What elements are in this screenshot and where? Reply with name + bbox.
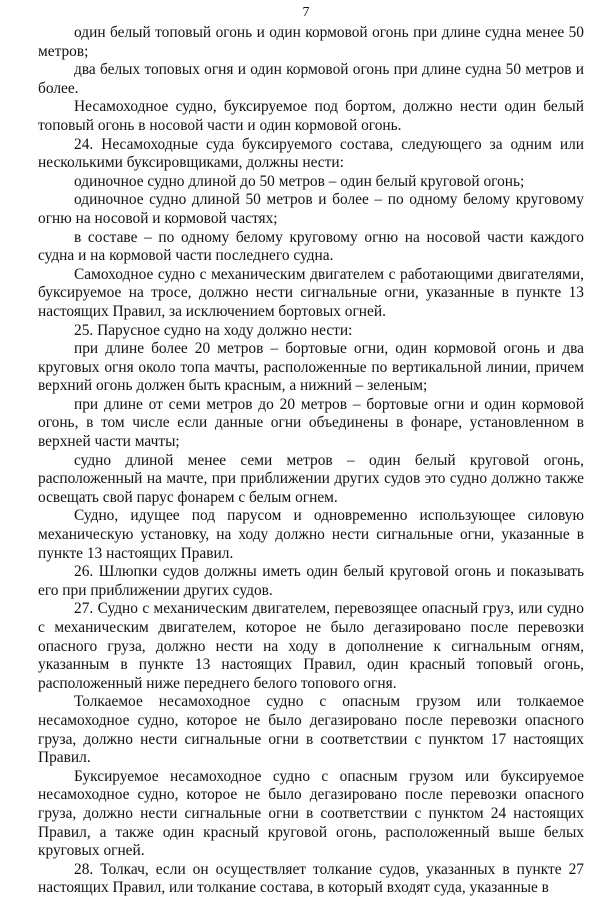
paragraph: 28. Толкач, если он осуществляет толкание судов, указанных в пункте 27 настоящих Правил, или толкание состава, в который входят суда, указанные в <box>38 860 584 897</box>
document-body <box>38 24 584 898</box>
paragraph: при длине более 20 метров – бортовые огни, один кормовой огонь и два круговых огня около топа мачты, расположенные по вертикальной линии, причем верхний огонь должен быть красным, а нижний – зеленым; <box>38 340 584 395</box>
paragraph: при длине от семи метров до 20 метров – бортовые огни и один кормовой огонь, в том числе если данные огни объединены в фонаре, установленном в верхней части мачты; <box>38 395 584 451</box>
paragraph: один белый топовый огонь и один кормовой огонь при длине судна менее 50 метров; <box>38 24 584 60</box>
paragraph: два белых топовых огня и один кормовой огонь при длине судна 50 метров и более. <box>38 61 584 97</box>
paragraph: в составе – по одному белому круговому огню на носовой части каждого судна и на кормовой части последнего судна. <box>38 228 584 265</box>
paragraph: 26. Шлюпки судов должны иметь один белый круговой огонь и показывать его при приближении других судов. <box>38 563 584 599</box>
paragraph: 25. Парусное судно на ходу должно нести: <box>74 321 353 339</box>
paragraph: Буксируемое несамоходное судно с опасным грузом или буксируемое несамоходное судно, которое не было дегазировано после перевозки опасного груза, должно нести сигнальные огни в соответствии с пунктом 24 настоящих Правил, а также один красный круговой огонь, расположенный выше белых круговых огней. <box>38 767 584 860</box>
paragraph: Толкаемое несамоходное судно с опасным грузом или толкаемое несамоходное судно, которое не было дегазировано после перевозки опасного груза, должно нести сигнальные огни в соответствии с пунктом 17 настоящих Правил. <box>38 693 584 767</box>
page-number: 7 <box>302 5 310 20</box>
paragraph: Несамоходное судно, буксируемое под бортом, должно нести один белый топовый огонь в носовой части и один кормовой огонь. <box>38 98 584 134</box>
paragraph: одиночное судно длиной до 50 метров – один белый круговой огонь; <box>74 172 525 190</box>
paragraph: Судно, идущее под парусом и одновременно использующее силовую механическую установку, на ходу должно нести сигнальные огни, указанные в пункте 13 настоящих Правил. <box>38 507 584 562</box>
paragraph: Самоходное судно с механическим двигателем с работающими двигателями, буксируемое на тросе, должно нести сигнальные огни, указанные в пункте 13 настоящих Правил, за исключением бортовых огней. <box>38 265 584 320</box>
paragraph: одиночное судно длиной 50 метров и более – по одному белому круговому огню на носовой и кормовой частях; <box>38 191 584 227</box>
paragraph: судно длиной менее семи метров – один белый круговой огонь, расположенный на мачте, при приближении других судов это судно должно также освещать свой парус фонарем с белым огнем. <box>38 451 584 506</box>
paragraph: 27. Судно с механическим двигателем, перевозящее опасный груз, или судно с механическим двигателем, которое не было дегазировано после перевозки опасного груза, должно нести на ходу в дополнение к сигнальным огням, указанным в пункте 13 настоящих Правил, один красный топовый огонь, расположенный ниже переднего белого топового огня. <box>38 600 584 692</box>
paragraph: 24. Несамоходные суда буксируемого состава, следующего за одним или несколькими буксировщиками, должны нести: <box>38 135 584 172</box>
